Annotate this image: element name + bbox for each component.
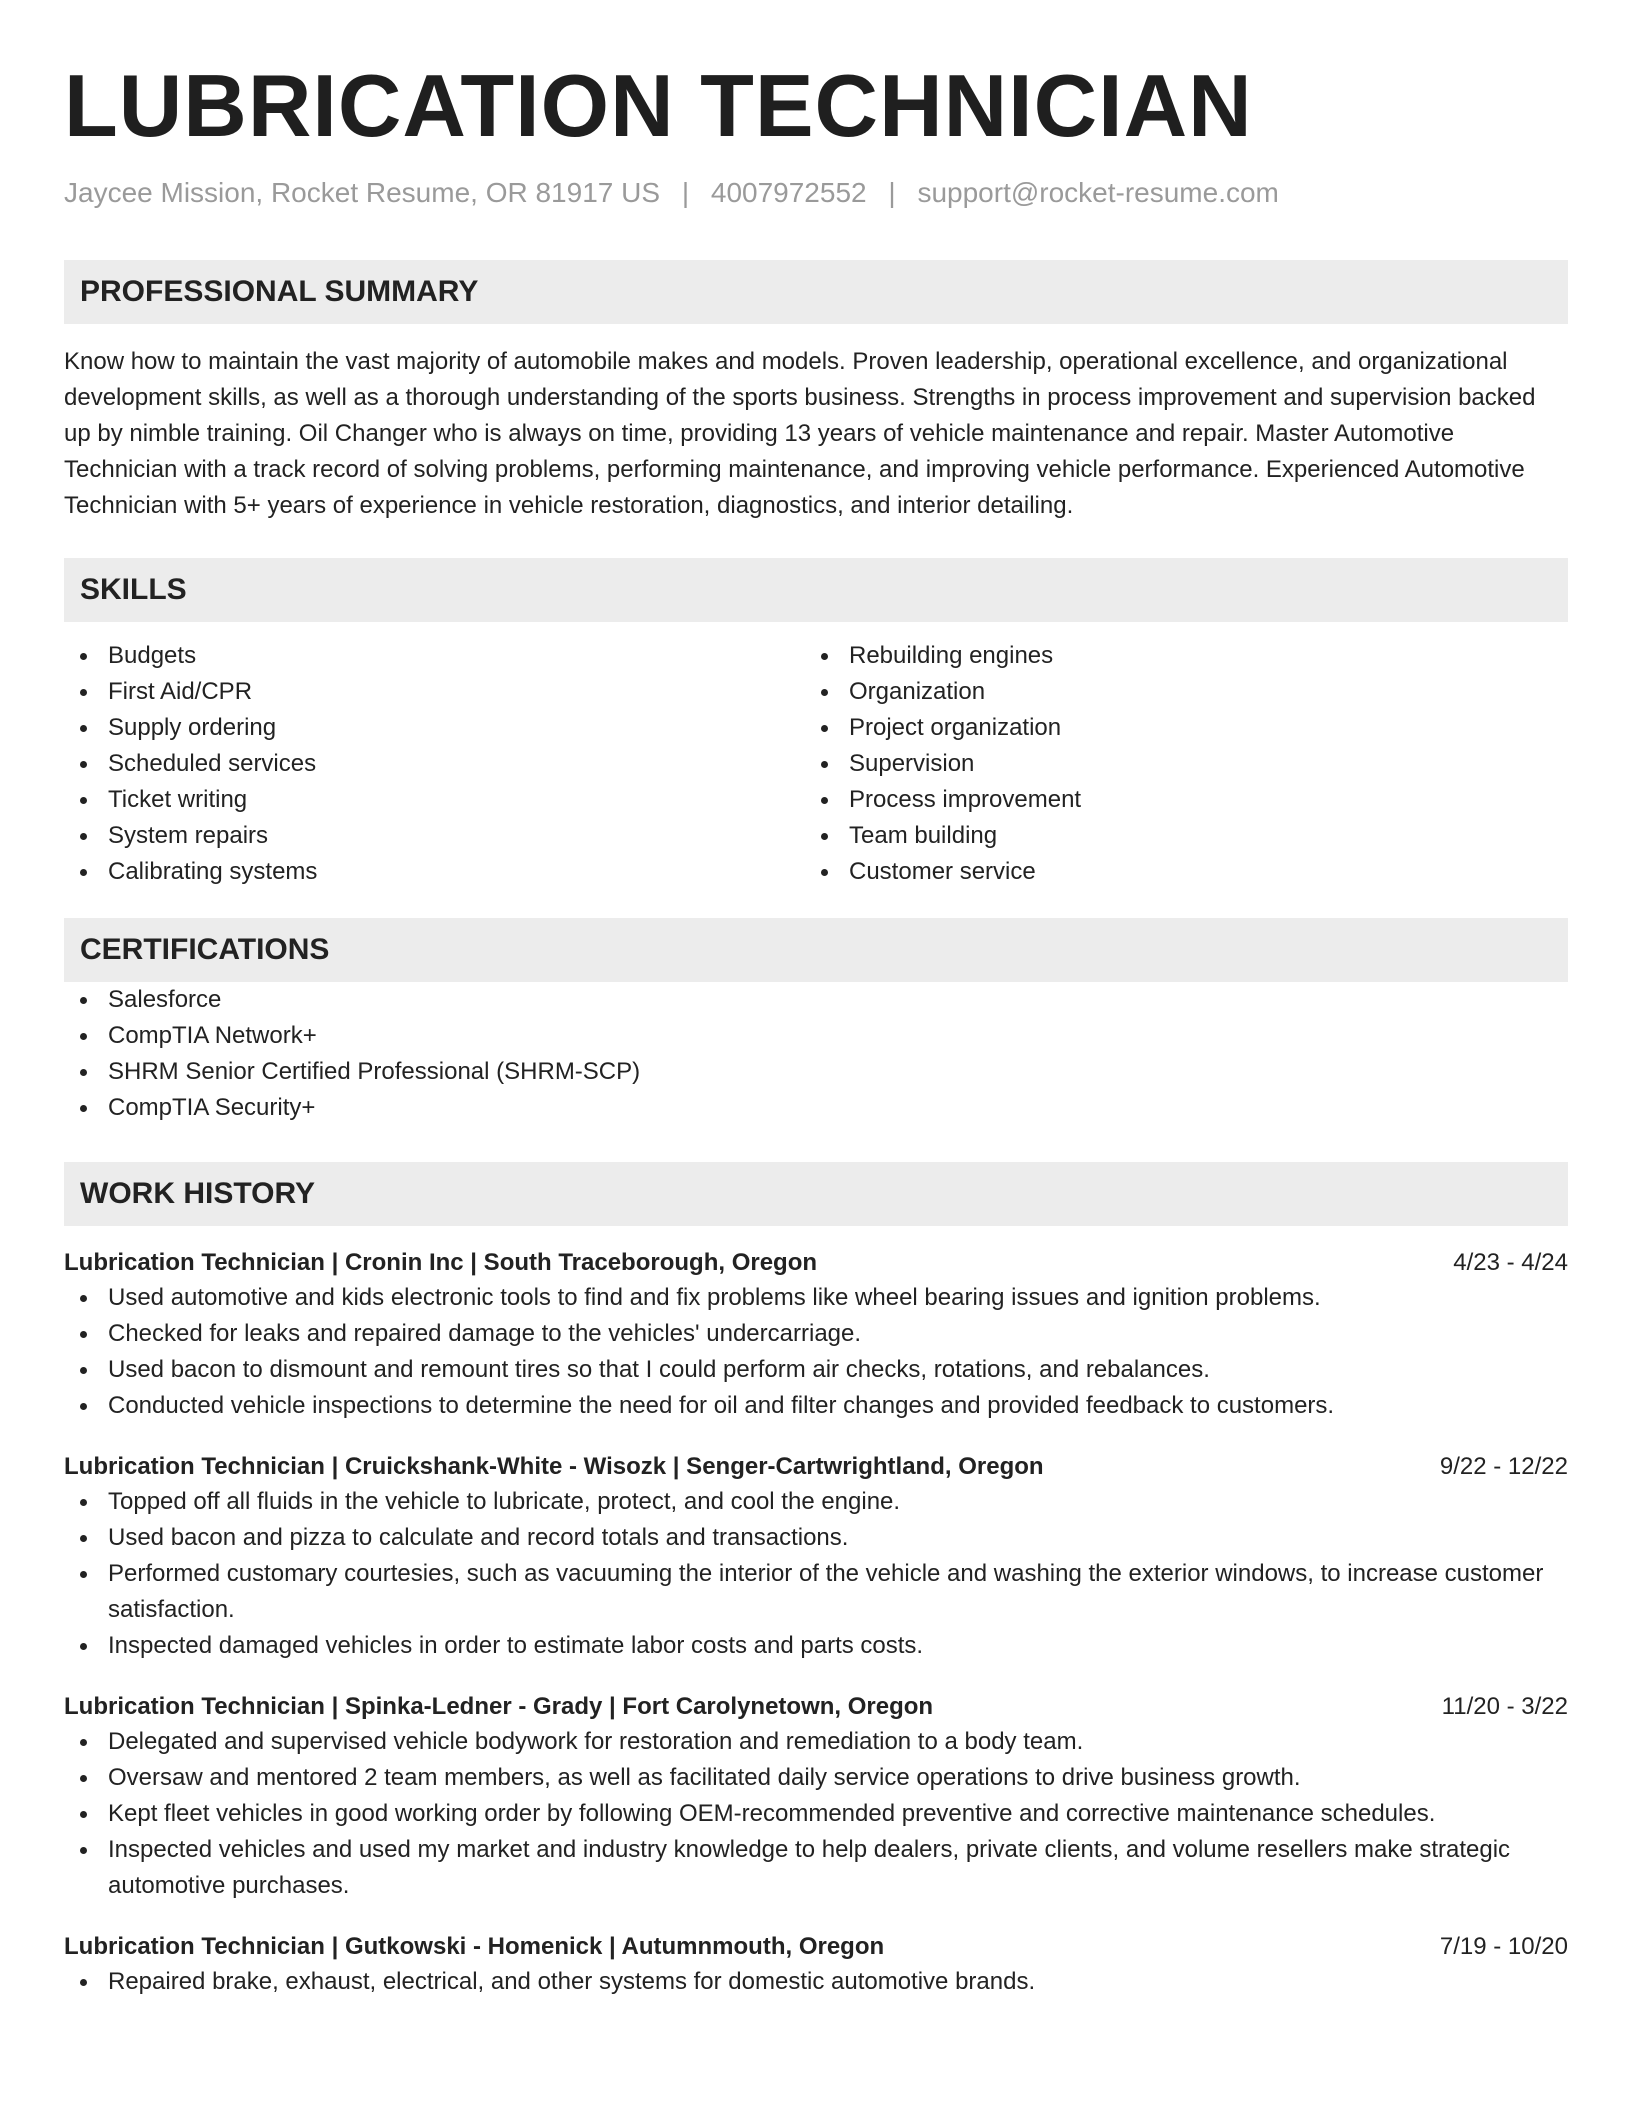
job-bullet: Kept fleet vehicles in good working order by following OEM-recommended preventive and corrective maintenance schedules.	[64, 1796, 1568, 1832]
job-bullet: Used bacon to dismount and remount tires so that I could perform air checks, rotations, and rebalances.	[64, 1352, 1568, 1388]
job-title: Lubrication Technician | Cruickshank-White - Wisozk | Senger-Cartwrightland, Oregon	[64, 1452, 1044, 1480]
list-item: Salesforce	[64, 982, 1568, 1018]
job-dates: 7/19 - 10/20	[1439, 1932, 1568, 1960]
job-bullet: Topped off all fluids in the vehicle to lubricate, protect, and cool the engine.	[64, 1484, 1568, 1520]
job-bullet: Oversaw and mentored 2 team members, as well as facilitated daily service operations to drive business growth.	[64, 1760, 1568, 1796]
list-item: First Aid/CPR	[64, 674, 805, 710]
job-bullet: Delegated and supervised vehicle bodywork for restoration and remediation to a body team.	[64, 1724, 1568, 1760]
certifications-list	[64, 982, 1568, 1126]
skills-list-right	[805, 638, 1546, 890]
list-item: SHRM Senior Certified Professional (SHRM-SCP)	[64, 1054, 1568, 1090]
list-item: Supervision	[805, 746, 1546, 782]
job-title: Lubrication Technician | Gutkowski - Homenick | Autumnmouth, Oregon	[64, 1932, 885, 1960]
job-bullet: Repaired brake, exhaust, electrical, and other systems for domestic automotive brands.	[64, 1964, 1568, 2000]
list-item: Organization	[805, 674, 1546, 710]
job-bullets	[64, 1724, 1568, 1904]
summary-heading: PROFESSIONAL SUMMARY	[64, 260, 1568, 324]
job-bullet: Checked for leaks and repaired damage to the vehicles' undercarriage.	[64, 1316, 1568, 1352]
resume-name: LUBRICATION TECHNICIAN	[64, 56, 1253, 155]
job-entry	[64, 1690, 1568, 1904]
job-dates: 4/23 - 4/24	[1453, 1248, 1568, 1276]
job-bullet: Inspected damaged vehicles in order to estimate labor costs and parts costs.	[64, 1628, 1568, 1664]
work-history-list	[64, 1246, 1568, 2000]
list-item: Supply ordering	[64, 710, 805, 746]
skills-heading: SKILLS	[64, 558, 1568, 622]
job-bullets	[64, 1484, 1568, 1664]
job-header	[64, 1450, 1568, 1484]
contact-address: Jaycee Mission, Rocket Resume, OR 81917 US	[64, 177, 661, 208]
contact-line	[64, 176, 1568, 210]
job-bullet: Used bacon and pizza to calculate and record totals and transactions.	[64, 1520, 1568, 1556]
list-item: CompTIA Security+	[64, 1090, 1568, 1126]
list-item: System repairs	[64, 818, 805, 854]
work-history-heading: WORK HISTORY	[64, 1162, 1568, 1226]
job-bullet: Conducted vehicle inspections to determine the need for oil and filter changes and provided feedback to customers.	[64, 1388, 1568, 1424]
job-bullet: Used automotive and kids electronic tools to find and fix problems like wheel bearing issues and ignition problems.	[64, 1280, 1568, 1316]
certifications-heading: CERTIFICATIONS	[64, 918, 1568, 982]
job-dates: 11/20 - 3/22	[1441, 1692, 1568, 1720]
job-bullets	[64, 1280, 1568, 1424]
job-dates: 9/22 - 12/22	[1439, 1452, 1568, 1480]
job-bullet: Inspected vehicles and used my market and industry knowledge to help dealers, private clients, and volume resellers make strategic automotive purchases.	[64, 1832, 1568, 1904]
job-title: Lubrication Technician | Cronin Inc | South Traceborough, Oregon	[64, 1248, 818, 1276]
list-item: Scheduled services	[64, 746, 805, 782]
skills-list-left	[64, 638, 805, 890]
job-bullets	[64, 1964, 1568, 2000]
job-title: Lubrication Technician | Spinka-Ledner - Grady | Fort Carolynetown, Oregon	[64, 1692, 934, 1720]
job-header	[64, 1246, 1568, 1280]
job-header	[64, 1690, 1568, 1724]
list-item: Project organization	[805, 710, 1546, 746]
contact-separator: |	[681, 177, 690, 208]
summary-text: Know how to maintain the vast majority of automobile makes and models. Proven leadership, operational excellence, and organizational development skills, as well as a thorough understanding of the sports business. Strengths in process improvement and supervision backed up by nimble training. Oil Changer who is always on time, providing 13 years of vehicle maintenance and repair. Master Automotive Technician with a track record of solving problems, performing maintenance, and improving vehicle performance. Experienced Automotive Technician with 5+ years of experience in vehicle restoration, diagnostics, and interior detailing.	[64, 347, 1536, 519]
list-item: Customer service	[805, 854, 1546, 890]
list-item: Process improvement	[805, 782, 1546, 818]
contact-email: support@rocket-resume.com	[917, 177, 1279, 208]
job-entry	[64, 1246, 1568, 1424]
list-item: Calibrating systems	[64, 854, 805, 890]
list-item: Budgets	[64, 638, 805, 674]
job-entry	[64, 1930, 1568, 2000]
job-entry	[64, 1450, 1568, 1664]
contact-phone: 4007972552	[710, 177, 867, 208]
list-item: Team building	[805, 818, 1546, 854]
contact-separator: |	[888, 177, 896, 208]
list-item: Rebuilding engines	[805, 638, 1546, 674]
list-item: CompTIA Network+	[64, 1018, 1568, 1054]
list-item: Ticket writing	[64, 782, 805, 818]
job-header	[64, 1930, 1568, 1964]
job-bullet: Performed customary courtesies, such as vacuuming the interior of the vehicle and washing the exterior windows, to increase customer satisfaction.	[64, 1556, 1568, 1628]
skills-grid	[64, 638, 1568, 890]
